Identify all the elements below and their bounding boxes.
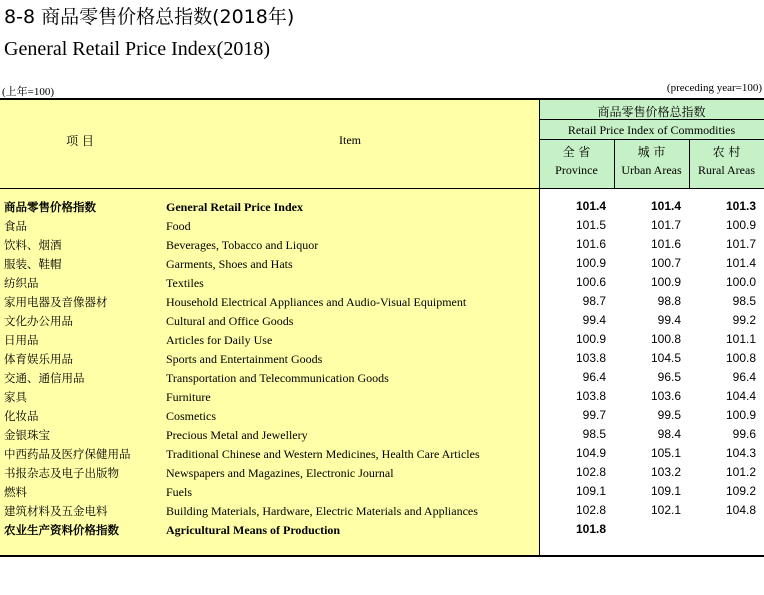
- row-value-rural: 101.3: [725, 199, 756, 213]
- row-value-province: 96.4: [582, 370, 606, 384]
- header-province-english: Province: [555, 163, 598, 177]
- row-item-chinese: 家用电器及音像器材: [4, 295, 108, 309]
- row-item-chinese: 日用品: [4, 333, 39, 347]
- row-value-province: 103.8: [575, 351, 606, 365]
- header-group-english: Retail Price Index of Commodities: [567, 123, 736, 137]
- row-item-english: Transportation and Telecommunication Goods: [166, 371, 389, 385]
- row-value-province: 101.4: [575, 199, 606, 213]
- row-value-urban: 98.4: [657, 427, 681, 441]
- row-value-province: 101.5: [575, 218, 606, 232]
- row-value-urban: 100.8: [650, 332, 681, 346]
- row-value-urban: 109.1: [650, 484, 681, 498]
- row-item-chinese: 燃料: [4, 485, 27, 499]
- row-item-english: Garments, Shoes and Hats: [166, 257, 293, 271]
- table-row: [0, 521, 764, 540]
- header-rural-chinese: 农 村: [712, 145, 741, 159]
- row-value-province: 109.1: [575, 484, 606, 498]
- row-item-chinese: 中西药品及医疗保健用品: [4, 447, 131, 461]
- row-value-rural: 104.8: [725, 503, 756, 517]
- table-row: [0, 369, 764, 388]
- row-item-english: Building Materials, Hardware, Electric Materials and Appliances: [166, 504, 478, 518]
- row-item-english: Fuels: [166, 485, 193, 499]
- row-value-urban: 100.7: [650, 256, 681, 270]
- row-item-english: General Retail Price Index: [166, 200, 303, 214]
- row-value-province: 102.8: [575, 503, 606, 517]
- table-row: [0, 274, 764, 293]
- row-value-urban: 99.5: [657, 408, 681, 422]
- row-value-urban: 103.2: [650, 465, 681, 479]
- row-item-english: Agricultural Means of Production: [166, 523, 341, 537]
- row-value-rural: 101.2: [725, 465, 756, 479]
- row-value-urban: 99.4: [657, 313, 681, 327]
- row-value-rural: 96.4: [732, 370, 756, 384]
- table-row: [0, 331, 764, 350]
- row-value-rural: 104.3: [725, 446, 756, 460]
- row-item-english: Newspapers and Magazines, Electronic Journal: [166, 466, 394, 480]
- unit-note-chinese: (上年=100): [2, 86, 55, 98]
- table-row: [0, 312, 764, 331]
- row-value-province: 100.9: [575, 332, 606, 346]
- row-value-rural: 99.6: [732, 427, 756, 441]
- row-item-chinese: 交通、通信用品: [4, 371, 85, 385]
- row-item-chinese: 纺织品: [4, 276, 39, 290]
- table-row: [0, 217, 764, 236]
- row-item-english: Furniture: [166, 390, 211, 404]
- row-value-rural: 98.5: [732, 294, 756, 308]
- row-item-english: Beverages, Tobacco and Liquor: [166, 238, 319, 252]
- row-value-rural: 109.2: [725, 484, 756, 498]
- row-value-province: 98.7: [582, 294, 606, 308]
- row-value-rural: 100.9: [725, 408, 756, 422]
- row-value-province: 98.5: [582, 427, 606, 441]
- row-value-urban: 98.8: [657, 294, 681, 308]
- table-row: [0, 483, 764, 502]
- row-item-chinese: 文化办公用品: [4, 314, 73, 328]
- row-value-urban: 105.1: [650, 446, 681, 460]
- row-item-chinese: 商品零售价格指数: [4, 200, 96, 214]
- row-item-chinese: 家具: [4, 390, 27, 404]
- row-value-urban: 103.6: [650, 389, 681, 403]
- table-row: [0, 255, 764, 274]
- row-value-province: 100.9: [575, 256, 606, 270]
- row-item-english: Household Electrical Appliances and Audio-Visual Equipment: [166, 295, 467, 309]
- row-value-province: 101.8: [575, 522, 606, 536]
- table-row: [0, 236, 764, 255]
- table-row: [0, 388, 764, 407]
- table-row: [0, 464, 764, 483]
- row-item-english: Precious Metal and Jewellery: [166, 428, 308, 442]
- row-item-english: Cultural and Office Goods: [166, 314, 294, 328]
- header-urban-english: Urban Areas: [621, 163, 682, 177]
- row-value-rural: 100.0: [725, 275, 756, 289]
- table-top-rule: [0, 98, 764, 100]
- row-value-rural: 99.2: [732, 313, 756, 327]
- row-value-province: 104.9: [575, 446, 606, 460]
- row-value-province: 100.6: [575, 275, 606, 289]
- row-value-province: 99.7: [582, 408, 606, 422]
- table-title-chinese: 8-8 商品零售价格总指数(2018年): [4, 6, 295, 28]
- row-value-rural: 104.4: [725, 389, 756, 403]
- row-value-urban: 101.6: [650, 237, 681, 251]
- header-bottom-rule: [0, 188, 764, 189]
- row-value-rural: 101.4: [725, 256, 756, 270]
- row-item-english: Articles for Daily Use: [166, 333, 273, 347]
- table-row: [0, 350, 764, 369]
- row-item-chinese: 饮料、烟酒: [4, 238, 62, 252]
- table-row: [0, 445, 764, 464]
- row-value-rural: 100.8: [725, 351, 756, 365]
- header-rural-english: Rural Areas: [698, 163, 755, 177]
- row-item-chinese: 服装、鞋帽: [4, 257, 62, 271]
- table-row: [0, 407, 764, 426]
- row-item-chinese: 体育娱乐用品: [4, 352, 73, 366]
- row-item-chinese: 金银珠宝: [4, 428, 50, 442]
- table-row: [0, 198, 764, 217]
- row-value-province: 102.8: [575, 465, 606, 479]
- row-item-chinese: 书报杂志及电子出版物: [4, 466, 119, 480]
- table-row: [0, 293, 764, 312]
- header-province-chinese: 全 省: [562, 145, 591, 159]
- table-row: [0, 502, 764, 521]
- row-item-english: Traditional Chinese and Western Medicines, Health Care Articles: [166, 447, 480, 461]
- header-item-english: Item: [339, 133, 361, 147]
- row-value-urban: 100.9: [650, 275, 681, 289]
- row-value-province: 103.8: [575, 389, 606, 403]
- row-value-rural: 101.7: [725, 237, 756, 251]
- unit-note-english: (preceding year=100): [666, 82, 762, 94]
- row-value-urban: 102.1: [650, 503, 681, 517]
- row-value-province: 99.4: [582, 313, 606, 327]
- table-bottom-rule: [0, 555, 764, 557]
- row-item-chinese: 建筑材料及五金电料: [4, 504, 108, 518]
- table-title-english: General Retail Price Index(2018): [4, 38, 271, 60]
- row-value-urban: 101.4: [650, 199, 681, 213]
- table-row: [0, 426, 764, 445]
- row-item-english: Sports and Entertainment Goods: [166, 352, 323, 366]
- subgroup-header-rule: [539, 139, 764, 140]
- row-item-english: Textiles: [166, 276, 204, 290]
- row-item-chinese: 食品: [4, 219, 27, 233]
- header-urban-chinese: 城 市: [637, 145, 666, 159]
- row-value-rural: 100.9: [725, 218, 756, 232]
- row-item-chinese: 农业生产资料价格指数: [4, 523, 119, 537]
- row-value-urban: 101.7: [650, 218, 681, 232]
- row-item-english: Cosmetics: [166, 409, 216, 423]
- header-item-chinese: 项 目: [66, 134, 94, 148]
- row-item-chinese: 化妆品: [4, 409, 39, 423]
- row-value-urban: 104.5: [650, 351, 681, 365]
- row-value-rural: 101.1: [725, 332, 756, 346]
- row-value-urban: 96.5: [657, 370, 681, 384]
- header-group-chinese: 商品零售价格总指数: [597, 105, 706, 119]
- row-item-english: Food: [166, 219, 191, 233]
- row-value-province: 101.6: [575, 237, 606, 251]
